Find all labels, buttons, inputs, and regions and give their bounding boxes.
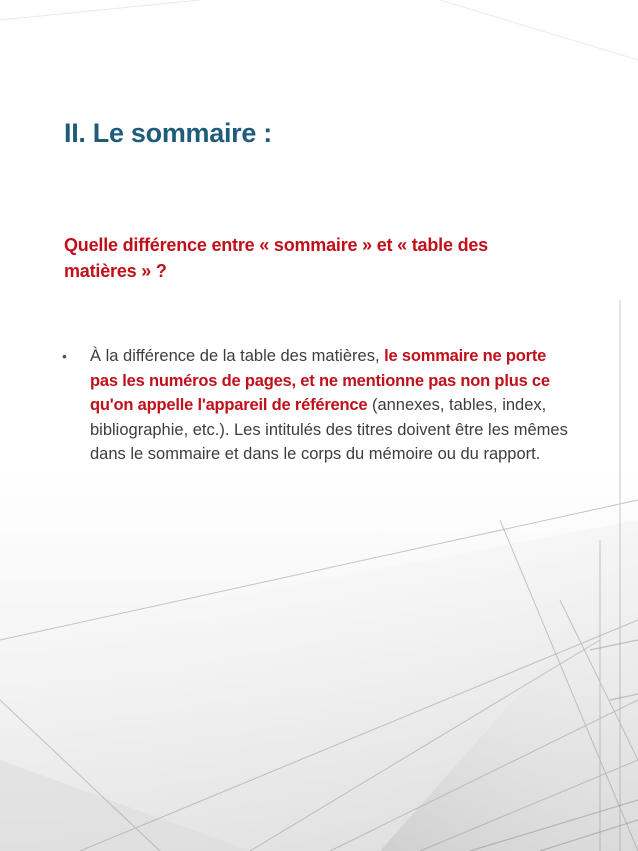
bullet-text-emphasis: le sommaire ne porte pas les numéros de pages, et ne mentionne pas non plus ce qu'on appelle l'appareil de référence [90, 347, 550, 414]
bullet-text-after: (annexes, tables, index, bibliographie, etc.). Les intitulés des titres doivent être les mêmes dans le sommaire et dans le corps du mémoire ou du rapport. [90, 396, 568, 463]
slide-title: II. Le sommaire : [64, 118, 272, 148]
slide-subtitle: Quelle différence entre « sommaire » et « table des matières » ? [64, 235, 488, 281]
bullet-marker: • [62, 348, 67, 364]
bullet-item [62, 344, 572, 467]
bullet-list [62, 344, 572, 467]
bullet-text-before: À la différence de la table des matières, [90, 347, 385, 365]
